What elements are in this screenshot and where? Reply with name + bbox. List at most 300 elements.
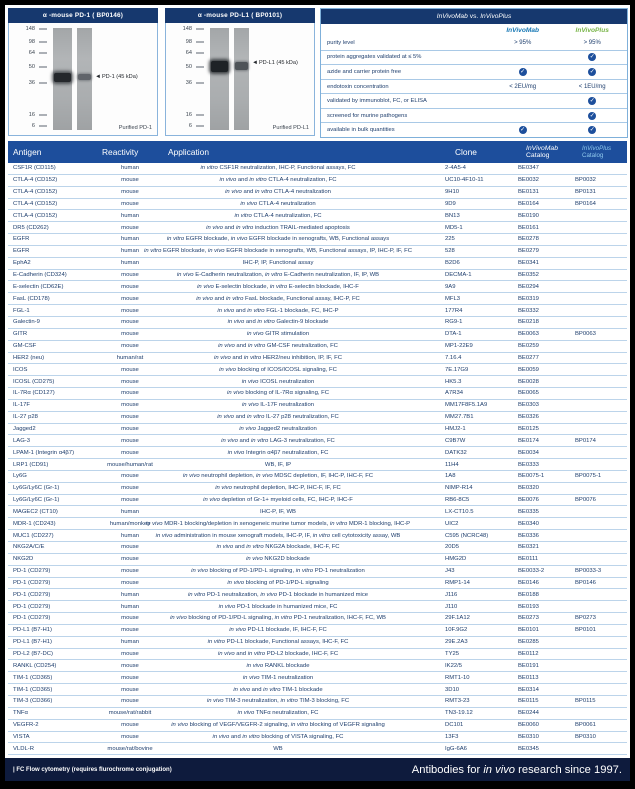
clone-cell: 177R4 xyxy=(445,307,463,314)
reactivity-cell: mouse xyxy=(121,473,139,480)
reactivity-cell: mouse xyxy=(121,662,139,669)
invivomab-catalog-cell: BE0341 xyxy=(518,260,539,267)
catalog-page xyxy=(5,5,630,781)
reactivity-cell: mouse xyxy=(121,414,139,421)
invivomab-catalog-cell: BE0314 xyxy=(518,686,539,693)
clone-cell: C9B7W xyxy=(445,437,466,444)
check-icon: ✓ xyxy=(520,127,526,134)
reactivity-cell: mouse xyxy=(121,627,139,634)
application-cell: in vitro CTLA-4 neutralization, FC xyxy=(234,212,322,219)
clone-cell: RMT1-10 xyxy=(445,674,470,681)
antigen-cell: NKG2A/C/E xyxy=(13,544,45,551)
clone-cell: DECMA-1 xyxy=(445,272,472,279)
reactivity-cell: human/monkey xyxy=(109,520,151,527)
check-icon: ✓ xyxy=(589,54,595,61)
clone-cell: UC10-4F10-11 xyxy=(445,177,484,184)
invivomab-catalog-cell: BE0034 xyxy=(518,449,539,456)
marker-label: 6 xyxy=(188,123,192,130)
antigen-cell: E-selectin (CD62E) xyxy=(13,283,64,290)
marker-label: 6 xyxy=(31,123,35,130)
comparison-title-vs: vs. xyxy=(469,13,479,20)
application-cell: in vivo and in vitro GM-CSF neutralization, FC xyxy=(218,343,338,350)
clone-cell: RMP1-14 xyxy=(445,579,470,586)
application-cell: in vivo depletion of Gr-1+ myeloid cells, FC, IHC-P, IHC-F xyxy=(203,497,353,504)
invivomab-catalog-cell: BE0028 xyxy=(518,378,539,385)
clone-cell: MM27.7B1 xyxy=(445,414,474,421)
invivomab-catalog-cell: BE0115 xyxy=(518,698,539,705)
invivomab-catalog-cell: BE0273 xyxy=(518,615,539,622)
application-cell: in vivo TIM-3 neutralization, in vitro TIM-3 blocking, FC xyxy=(206,698,350,705)
marker-label: 98 xyxy=(185,39,192,46)
comparison-row xyxy=(321,122,627,137)
column-header-invivomab: InVivoMab xyxy=(506,26,540,34)
marker-tick xyxy=(39,114,47,115)
reactivity-cell: mouse xyxy=(121,378,139,385)
comparison-column-headers xyxy=(321,24,627,36)
antigen-cell: LPAM-1 (Integrin α4β7) xyxy=(13,449,75,456)
application-cell: in vivo TIM-1 neutralization xyxy=(242,674,314,681)
application-cell: in vivo and in vitro TIM-1 blockade xyxy=(233,686,323,693)
marker-label: 64 xyxy=(185,50,192,57)
reactivity-cell: mouse xyxy=(121,366,139,373)
band-label: PD-1 (45 kDa) xyxy=(101,73,138,80)
table-row xyxy=(8,483,627,495)
antigen-cell: CTLA-4 (CD152) xyxy=(13,212,58,219)
comparison-title-mab: InVivoMab xyxy=(436,13,468,20)
invivomab-catalog-cell: BE0174 xyxy=(518,437,539,444)
table-row xyxy=(8,518,627,530)
page-footer xyxy=(5,758,630,781)
table-row xyxy=(8,305,627,317)
application-cell: in vitro PD-1 neutralization, in vivo PD-1 blockade in humanized mice xyxy=(187,591,369,598)
reactivity-cell: mouse xyxy=(121,319,139,326)
invivomab-catalog-cell: BE0345 xyxy=(518,745,539,752)
comparison-check-cell xyxy=(557,68,627,76)
application-cell: in vivo CTLA-4 neutralization xyxy=(240,200,316,207)
table-row xyxy=(8,270,627,282)
invivomab-catalog-cell: BE0279 xyxy=(518,248,539,255)
clone-cell: HMG2D xyxy=(445,556,467,563)
table-row xyxy=(8,400,627,412)
comparison-row-label: available in bulk quantities xyxy=(327,127,395,134)
footer-note: | FC Flow cytometry (requires flurochrome conjugation) xyxy=(13,766,172,773)
application-cell: in vivo E-selectin blockade, in vitro E-selectin blockade, IHC-F xyxy=(197,283,359,290)
clone-cell: LX-CT10.5 xyxy=(445,508,474,515)
antigen-cell: VEGFR-2 xyxy=(13,722,39,729)
antigen-cell: EGFR xyxy=(13,248,30,255)
application-cell: in vivo GITR stimulation xyxy=(246,331,310,338)
reactivity-cell: human xyxy=(120,212,139,219)
invivomab-catalog-cell: BE0319 xyxy=(518,295,539,302)
marker-label: 148 xyxy=(25,25,35,32)
invivomab-vs-invivoplus-table xyxy=(320,8,628,138)
clone-cell: 1A8 xyxy=(445,473,456,480)
clone-cell: 2-4A5-4 xyxy=(445,165,466,172)
antigen-cell: IL-17F xyxy=(13,402,31,409)
marker-tick xyxy=(39,126,47,127)
invivomab-catalog-cell: BE0060 xyxy=(518,722,539,729)
application-cell: in vivo MDR-1 blocking/depletion in xenogeneic murine tumor models, in vitro MDR-1 blocking, IHC-P xyxy=(145,520,411,527)
antigen-cell: PD-1 (CD279) xyxy=(13,591,51,598)
column-header-reactivity: Reactivity xyxy=(102,147,139,157)
clone-cell: 29F.1A12 xyxy=(445,615,470,622)
clone-cell: 528 xyxy=(445,248,455,255)
invivomab-catalog-cell: BE0332 xyxy=(518,307,539,314)
application-cell: in vivo RANKL blockade xyxy=(246,662,310,669)
reactivity-cell: mouse xyxy=(121,497,139,504)
clone-cell: NIMP-R14 xyxy=(445,485,473,492)
invivomab-catalog-cell: BE0161 xyxy=(518,224,539,231)
table-row xyxy=(8,199,627,211)
table-row xyxy=(8,732,627,744)
blot-title-pdl1: α -mouse PD-L1 ( BP0101) xyxy=(165,8,315,23)
marker-label: 36 xyxy=(185,80,192,87)
clone-cell: 9H10 xyxy=(445,189,460,196)
comparison-row-label: validated by immunoblot, FC, or ELISA xyxy=(327,98,427,105)
table-row xyxy=(8,341,627,353)
marker-tick xyxy=(39,83,47,84)
comparison-row-label: protein aggregates validated at ≤ 5% xyxy=(327,54,422,61)
comparison-check-cell xyxy=(488,126,558,134)
marker-tick xyxy=(39,53,47,54)
reactivity-cell: mouse xyxy=(121,283,139,290)
invivomab-catalog-cell: BE0278 xyxy=(518,236,539,243)
reactivity-cell: human xyxy=(120,260,139,267)
invivomab-catalog-cell: BE0065 xyxy=(518,390,539,397)
clone-cell: RMT3-23 xyxy=(445,698,470,705)
comparison-row-label: azide and carrier protein free xyxy=(327,68,402,75)
application-cell: in vivo blocking of ICOS/ICOSL signaling, FC xyxy=(219,366,337,373)
table-row xyxy=(8,589,627,601)
table-row xyxy=(8,175,627,187)
invivoplus-catalog-cell: BP0075-1 xyxy=(575,473,602,480)
invivoplus-catalog-cell: BP0033-3 xyxy=(575,568,602,575)
protein-band xyxy=(235,62,248,70)
application-cell: in vivo and in vitro NKG2A blockade, IHC-F, FC xyxy=(216,544,340,551)
invivomab-catalog-cell: BE0193 xyxy=(518,603,539,610)
antigen-cell: MUC1 (CD227) xyxy=(13,532,54,539)
reactivity-cell: mouse xyxy=(121,568,139,575)
table-row xyxy=(8,187,627,199)
comparison-check-cell xyxy=(557,53,627,61)
reactivity-cell: mouse xyxy=(121,224,139,231)
top-section xyxy=(5,8,630,138)
clone-cell: 9A9 xyxy=(445,283,456,290)
application-cell: in vivo blocking of IL-7Rα signaling, FC xyxy=(227,390,329,397)
reactivity-cell: mouse xyxy=(121,556,139,563)
comparison-check-cell xyxy=(557,97,627,105)
table-row xyxy=(8,649,627,661)
reactivity-cell: mouse xyxy=(121,295,139,302)
invivomab-catalog-cell: BE0164 xyxy=(518,200,539,207)
invivomab-catalog-cell: BE0076 xyxy=(518,497,539,504)
marker-label: 50 xyxy=(28,63,35,70)
clone-cell: C595 (NCRC48) xyxy=(445,532,489,539)
table-row xyxy=(8,163,627,175)
reactivity-cell: mouse/rat/bovine xyxy=(107,745,153,752)
invivoplus-catalog-cell: BP0076 xyxy=(575,497,596,504)
antigen-cell: Ly6G/Ly6C (Gr-1) xyxy=(13,485,60,492)
clone-cell: DTA-1 xyxy=(445,331,462,338)
invivomab-catalog-cell: BE0063 xyxy=(518,331,539,338)
clone-cell: UIC2 xyxy=(445,520,459,527)
invivomab-catalog-cell: BE0112 xyxy=(518,651,539,658)
application-cell: in vivo IL-17F neutralization xyxy=(241,402,315,409)
table-row xyxy=(8,566,627,578)
gel-lane xyxy=(77,28,92,130)
western-blot-panel-pd1 xyxy=(8,8,158,138)
application-cell: in vivo blocking of PD-1/PD-L signaling, in vitro PD-1 neutralization, IHC-F, FC, WB xyxy=(170,615,386,622)
reactivity-cell: mouse xyxy=(121,177,139,184)
application-cell: in vivo TNFα neutralization, FC xyxy=(237,710,319,717)
application-cell: in vitro EGFR blockade, in vivo EGFR blockade in xenografts, WB, Functional assays, IP, IHC-P, IF, FC xyxy=(144,248,412,255)
comparison-row xyxy=(321,64,627,79)
reactivity-cell: mouse xyxy=(121,272,139,279)
application-cell: in vivo NKG2D blockade xyxy=(246,556,310,563)
antigen-cell: TIM-1 (CD365) xyxy=(13,686,53,693)
invivomab-catalog-cell: BE0335 xyxy=(518,508,539,515)
application-cell: in vivo and in vitro induction TRAIL-mediated apoptosis xyxy=(206,224,350,231)
gel-lane xyxy=(234,28,249,130)
application-cell: in vivo ICOSL neutralization xyxy=(241,378,315,385)
antigen-cell: E-Cadherin (CD324) xyxy=(13,272,67,279)
invivomab-catalog-cell: BE0294 xyxy=(518,283,539,290)
reactivity-cell: human xyxy=(120,248,139,255)
gel-lane xyxy=(210,28,229,130)
application-cell: in vivo neutrophil depletion, in vivo MDSC depletion, IF, IHC-P, IHC-F, FC xyxy=(182,473,374,480)
clone-cell: B2D6 xyxy=(445,260,460,267)
antigen-cell: PD-L1 (B7-H1) xyxy=(13,639,52,646)
marker-label: 148 xyxy=(182,25,192,32)
table-row xyxy=(8,364,627,376)
antigen-cell: RANKL (CD254) xyxy=(13,662,57,669)
clone-cell: IK22/5 xyxy=(445,662,463,669)
antigen-cell: DR5 (CD262) xyxy=(13,224,49,231)
marker-tick xyxy=(39,66,47,67)
table-row xyxy=(8,353,627,365)
comparison-row xyxy=(321,79,627,94)
antigen-cell: MAGEC2 (CT10) xyxy=(13,508,58,515)
invivomab-catalog-cell: BE0033-2 xyxy=(518,568,545,575)
application-cell: in vitro EGFR blockade, in vivo EGFR blockade in xenografts, WB, Functional assays xyxy=(166,236,390,243)
clone-cell: 7E.17G9 xyxy=(445,366,469,373)
table-row xyxy=(8,471,627,483)
comparison-value-cell: < 2EU/mg xyxy=(509,83,537,90)
clone-cell: 3D10 xyxy=(445,686,460,693)
antigen-cell: PD-L2 (B7-DC) xyxy=(13,651,53,658)
marker-label: 36 xyxy=(28,80,35,87)
reactivity-cell: mouse xyxy=(121,615,139,622)
table-row xyxy=(8,210,627,222)
antigen-cell: IL-7Rα (CD127) xyxy=(13,390,55,397)
table-row xyxy=(8,281,627,293)
antigen-cell: FGL-1 xyxy=(13,307,30,314)
clone-cell: 7.16.4 xyxy=(445,354,462,361)
antigen-cell: TNFα xyxy=(13,710,28,717)
band-arrow-icon: ◄ xyxy=(95,73,101,80)
reactivity-cell: mouse xyxy=(121,343,139,350)
reactivity-cell: mouse xyxy=(121,722,139,729)
antigen-cell: TIM-1 (CD365) xyxy=(13,674,53,681)
table-row xyxy=(8,317,627,329)
antigen-cell: FasL (CD178) xyxy=(13,295,50,302)
table-row xyxy=(8,637,627,649)
application-cell: WB xyxy=(273,745,283,752)
footer-tagline: Antibodies for in vivo research since 1997. xyxy=(411,763,622,776)
invivomab-catalog-cell: BE0352 xyxy=(518,272,539,279)
clone-cell: 11H4 xyxy=(445,461,459,468)
invivomab-catalog-cell: BE0336 xyxy=(518,532,539,539)
antigen-cell: PD-1 (CD279) xyxy=(13,568,51,575)
clone-cell: J116 xyxy=(445,591,458,598)
application-cell: in vivo E-Cadherin neutralization, in vitro E-Cadherin neutralization, IF, IP, WB xyxy=(176,272,380,279)
reactivity-cell: human xyxy=(120,603,139,610)
application-cell: in vivo blocking of PD-1/PD-L signaling xyxy=(227,579,329,586)
protein-band xyxy=(78,74,91,80)
comparison-title-plus: InVivoPlus xyxy=(480,13,512,20)
application-cell: in vivo and in vitro IL-27 p28 neutralization, FC xyxy=(217,414,339,421)
antigen-cell: PD-1 (CD279) xyxy=(13,603,51,610)
invivoplus-catalog-cell: BP0063 xyxy=(575,331,596,338)
invivoplus-catalog-cell: BP0115 xyxy=(575,698,596,705)
clone-cell: HMJ2-1 xyxy=(445,425,466,432)
invivoplus-catalog-cell: BP0101 xyxy=(575,627,596,634)
clone-cell: MD5-1 xyxy=(445,224,463,231)
marker-tick xyxy=(39,42,47,43)
reactivity-cell: mouse xyxy=(121,437,139,444)
table-row xyxy=(8,293,627,305)
comparison-check-cell xyxy=(557,126,627,134)
check-icon: ✓ xyxy=(589,127,595,134)
application-cell: in vivo and in vitro FasL blockade, Functional assay, IHC-P, FC xyxy=(196,295,360,302)
application-cell: in vivo and in vitro Galectin-9 blockade xyxy=(227,319,329,326)
gel-lane xyxy=(53,28,72,130)
invivoplus-catalog-cell: BP0146 xyxy=(575,579,596,586)
column-header-clone: Clone xyxy=(455,147,477,157)
invivomab-catalog-cell: BE0190 xyxy=(518,212,539,219)
comparison-row xyxy=(321,36,627,50)
clone-cell: MM17F8F5.1A9 xyxy=(445,402,488,409)
antigen-cell: Ly6G/Ly6C (Gr-1) xyxy=(13,497,60,504)
table-row xyxy=(8,613,627,625)
protein-band xyxy=(211,61,228,72)
blot-caption: Purified PD-L1 xyxy=(272,125,309,131)
reactivity-cell: mouse xyxy=(121,485,139,492)
antigen-cell: LRP1 (CD91) xyxy=(13,461,49,468)
table-row xyxy=(8,495,627,507)
antigen-cell: MDR-1 (CD243) xyxy=(13,520,56,527)
invivomab-catalog-cell: BE0321 xyxy=(518,544,539,551)
marker-label: 16 xyxy=(28,111,35,118)
marker-tick xyxy=(196,126,204,127)
application-cell: in vivo and in vitro LAG-3 neutralization, FC xyxy=(221,437,335,444)
antigen-cell: VLDL-R xyxy=(13,745,34,752)
clone-cell: A7R34 xyxy=(445,390,464,397)
reactivity-cell: human/rat xyxy=(116,354,144,361)
column-header-application: Application xyxy=(168,147,209,157)
application-cell: in vivo and in vitro CTLA-4 neutralization, FC xyxy=(219,177,337,184)
invivoplus-catalog-cell: BP0061 xyxy=(575,722,596,729)
application-cell: in vivo and in vitro HER2/neu inhibition, IP, IF, FC xyxy=(214,354,342,361)
application-cell: in vivo Jagged2 neutralization xyxy=(239,425,317,432)
table-row xyxy=(8,329,627,341)
reactivity-cell: mouse xyxy=(121,402,139,409)
invivomab-catalog-cell: BE0075-1 xyxy=(518,473,545,480)
reactivity-cell: mouse xyxy=(121,425,139,432)
reactivity-cell: mouse xyxy=(121,189,139,196)
blot-caption: Purified PD-1 xyxy=(118,125,152,131)
invivoplus-catalog-cell: BP0032 xyxy=(575,177,596,184)
band-callout xyxy=(95,74,138,80)
marker-tick xyxy=(196,114,204,115)
clone-cell: 20D5 xyxy=(445,544,460,551)
table-row xyxy=(8,412,627,424)
table-row xyxy=(8,388,627,400)
antigen-cell: GITR xyxy=(13,331,28,338)
table-row xyxy=(8,660,627,672)
invivomab-catalog-cell: BE0259 xyxy=(518,343,539,350)
reactivity-cell: human xyxy=(120,236,139,243)
table-row xyxy=(8,720,627,732)
reactivity-cell: human xyxy=(120,639,139,646)
antigen-cell: NKG2D xyxy=(13,556,34,563)
comparison-row xyxy=(321,108,627,123)
reactivity-cell: human xyxy=(120,591,139,598)
reactivity-cell: mouse xyxy=(121,390,139,397)
reactivity-cell: mouse/rat/rabbit xyxy=(108,710,152,717)
invivomab-catalog-cell: BE0340 xyxy=(518,520,539,527)
invivomab-catalog-cell: BE0347 xyxy=(518,165,539,172)
reactivity-cell: mouse/human/rat xyxy=(107,461,153,468)
invivomab-catalog-cell: BE0310 xyxy=(518,733,539,740)
invivomab-catalog-cell: BE0320 xyxy=(518,485,539,492)
clone-cell: J110 xyxy=(445,603,458,610)
clone-cell: BN13 xyxy=(445,212,460,219)
band-arrow-icon: ◄ xyxy=(252,60,258,67)
invivomab-catalog-cell: BE0146 xyxy=(518,579,539,586)
clone-cell: MP1-22E9 xyxy=(445,343,473,350)
column-header-antigen: Antigen xyxy=(13,147,42,157)
comparison-check-cell xyxy=(488,68,558,76)
clone-cell: IgG-6A6 xyxy=(445,745,467,752)
antigen-cell: VISTA xyxy=(13,733,30,740)
marker-label: 16 xyxy=(185,111,192,118)
table-row xyxy=(8,506,627,518)
invivoplus-catalog-cell: BP0273 xyxy=(575,615,596,622)
invivomab-catalog-cell: BE0303 xyxy=(518,402,539,409)
reactivity-cell: mouse xyxy=(121,544,139,551)
clone-cell: 29E.2A3 xyxy=(445,639,468,646)
invivoplus-catalog-cell: BP0164 xyxy=(575,200,596,207)
application-cell: in vivo blocking of PD-1/PD-L signaling, in vitro PD-1 neutralization xyxy=(191,568,365,575)
invivomab-catalog-cell: BE0125 xyxy=(518,425,539,432)
band-callout xyxy=(252,60,298,66)
comparison-rows xyxy=(321,36,627,137)
table-row xyxy=(8,459,627,471)
clone-cell: J43 xyxy=(445,568,455,575)
column-header-invivoplus: InVivoPlus xyxy=(575,26,609,34)
invivomab-catalog-cell: BE0326 xyxy=(518,414,539,421)
application-cell: in vivo and in vitro PD-L2 blockade, IHC-F, FC xyxy=(217,651,339,658)
invivomab-catalog-cell: BE0218 xyxy=(518,319,539,326)
antigen-cell: PD-1 (CD279) xyxy=(13,615,51,622)
invivomab-catalog-cell: BE0131 xyxy=(518,189,539,196)
protein-band xyxy=(54,73,71,82)
reactivity-cell: mouse xyxy=(121,733,139,740)
comparison-value-cell: < 1EU/mg xyxy=(578,83,606,90)
application-cell: in vivo and in vitro blocking of VISTA signaling, FC xyxy=(212,733,344,740)
antigen-cell: TIM-3 (CD366) xyxy=(13,698,53,705)
